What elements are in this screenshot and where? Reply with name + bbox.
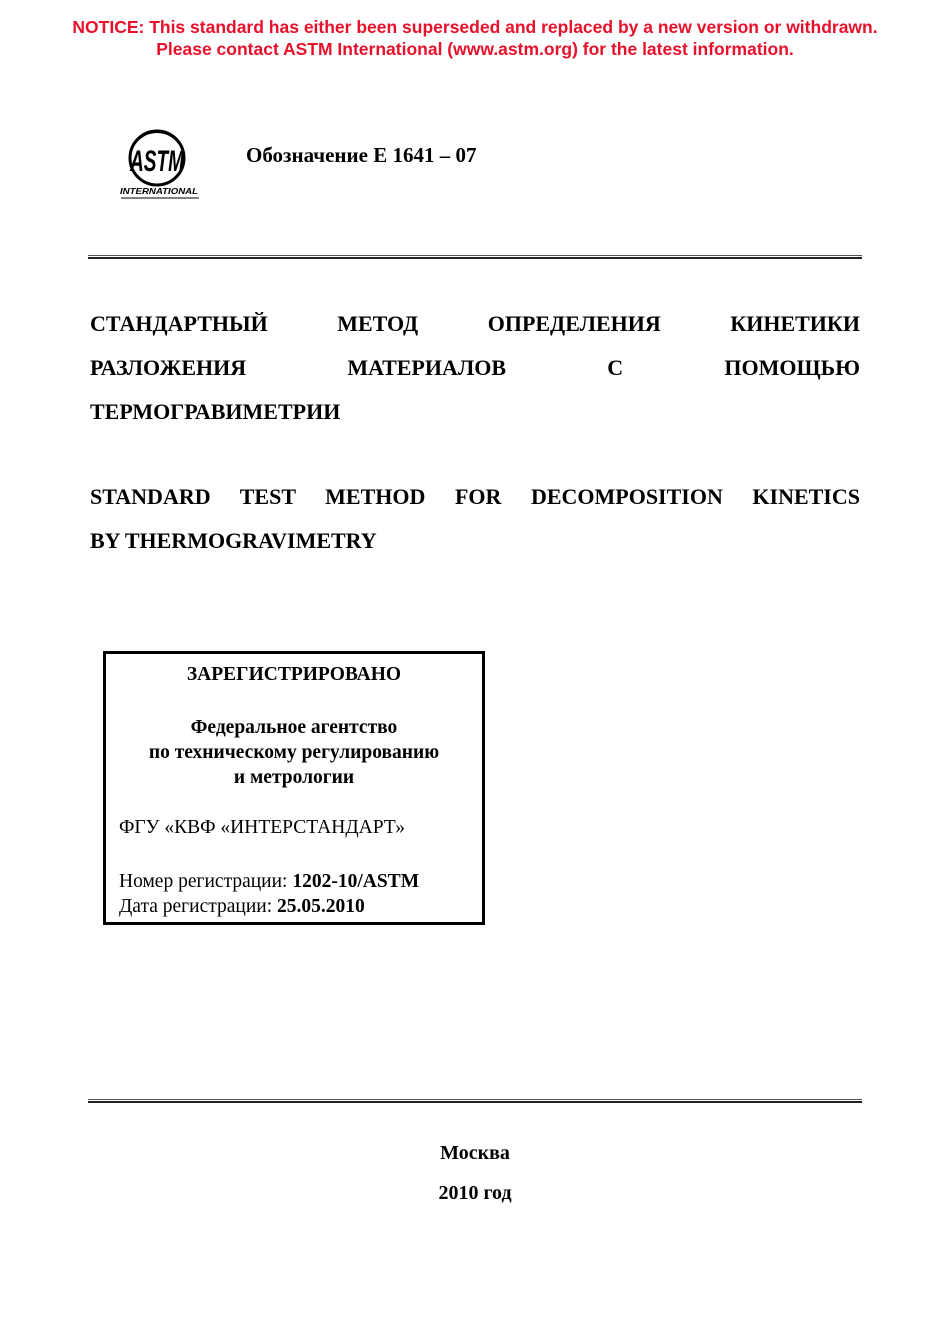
- registration-number-value: 1202-10/ASTM: [292, 871, 420, 892]
- agency-line: Федеральное агентство: [190, 717, 398, 738]
- registration-date-row: [119, 894, 419, 919]
- title-ru-line-2: [90, 346, 860, 390]
- title-ru-word: КИНЕТИКИ: [730, 311, 860, 336]
- registration-date-label: Дата регистрации:: [119, 896, 277, 917]
- title-ru-word: С: [607, 355, 624, 380]
- title-en-line-2: BY THERMOGRAVIMETRY: [90, 528, 377, 553]
- bottom-divider: [88, 1099, 862, 1103]
- title-ru-line-3: ТЕРМОГРАВИМЕТРИИ: [90, 399, 341, 424]
- title-ru-word: ПОМОЩЬЮ: [724, 355, 860, 380]
- title-ru-word: РАЗЛОЖЕНИЯ: [90, 355, 247, 380]
- registration-details: [119, 869, 419, 919]
- title-ru-word: МЕТОД: [337, 311, 419, 336]
- registration-date-value: 25.05.2010: [277, 896, 365, 917]
- title-ru-word: ОПРЕДЕЛЕНИЯ: [487, 311, 661, 336]
- registration-box: [103, 651, 485, 925]
- publication-year: 2010 год: [438, 1182, 512, 1204]
- logo-mark-text: ASTM: [129, 145, 185, 178]
- astm-logo: [117, 126, 203, 202]
- registration-agency: [106, 715, 482, 790]
- title-ru-word: МАТЕРИАЛОВ: [347, 355, 507, 380]
- registration-number-label: Номер регистрации:: [119, 871, 293, 892]
- notice-line-1: NOTICE: This standard has either been superseded and replaced by a new version or withdrawn.: [72, 17, 878, 37]
- agency-line: по техническому регулированию: [148, 742, 440, 763]
- registration-number-row: [119, 869, 419, 894]
- title-russian: [90, 302, 860, 434]
- registration-heading: ЗАРЕГИСТРИРОВАНО: [186, 664, 402, 685]
- registration-organization: ФГУ «КВФ «ИНТЕРСТАНДАРТ»: [119, 817, 405, 838]
- title-ru-line-1: [90, 302, 860, 346]
- logo-caption: INTERNATIONAL: [120, 186, 198, 196]
- title-en-line-1: STANDARD TEST METHOD FOR DECOMPOSITION KINETICS: [90, 484, 860, 509]
- top-divider: [88, 255, 862, 259]
- withdrawal-notice: [0, 16, 950, 60]
- notice-line-2: Please contact ASTM International (www.astm.org) for the latest information.: [156, 39, 794, 59]
- agency-line: и метрологии: [233, 767, 355, 788]
- title-ru-word: СТАНДАРТНЫЙ: [90, 311, 268, 336]
- title-english: [90, 475, 860, 563]
- standard-designation: Обозначение E 1641 – 07: [246, 143, 477, 167]
- publication-city: Москва: [440, 1142, 510, 1164]
